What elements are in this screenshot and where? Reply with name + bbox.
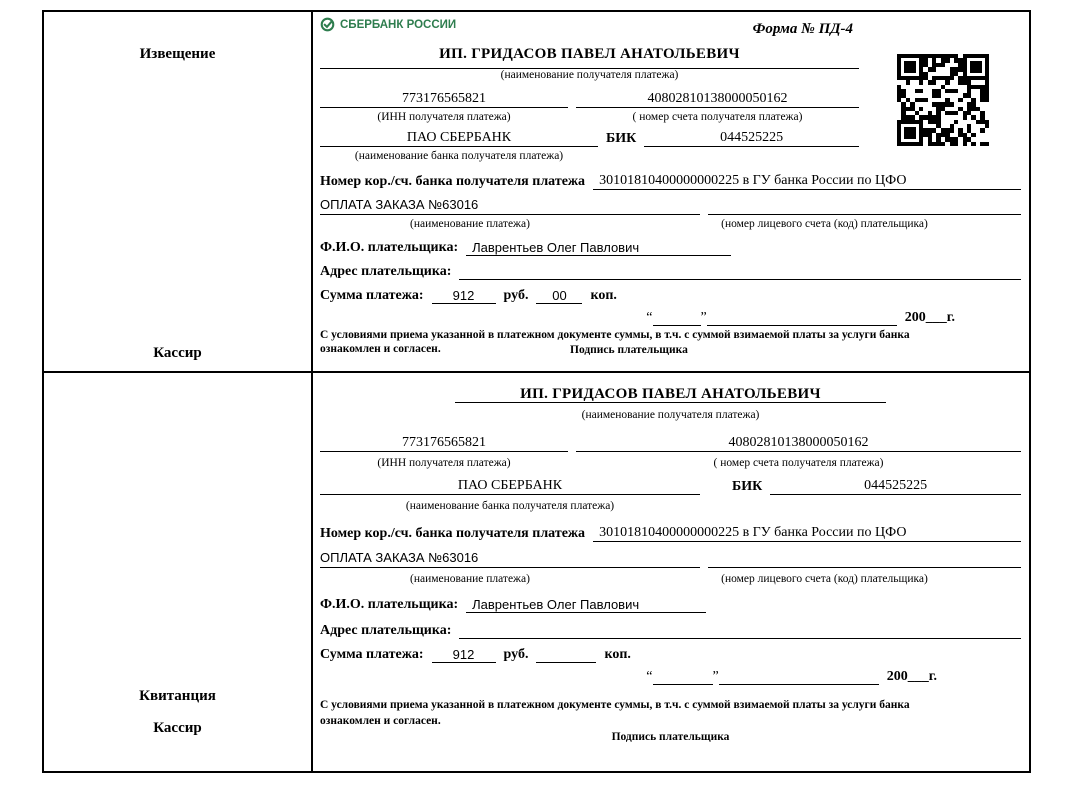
qr-finder-icon (897, 120, 923, 146)
recipient-name-row (320, 385, 1021, 409)
rub-label: руб. (503, 288, 529, 303)
date-close-quote: ” (712, 669, 719, 684)
amount-label: Сумма платежа: (320, 647, 424, 662)
inn-caption: (ИНН получателя платежа) (377, 111, 511, 123)
notice-narrow-block (320, 45, 859, 162)
payer-name-field: Лаврентьев Олег Павлович (466, 240, 731, 256)
purpose-caption: (наименование платежа) (410, 573, 530, 585)
account-field: 40802810138000050162 (576, 91, 859, 108)
amount-rub-field: 912 (432, 647, 496, 663)
payer-address-field (459, 279, 1021, 280)
notice-header-row (320, 15, 1021, 45)
agreement-line1: С условиями приема указанной в платежном документе суммы, в т.ч. с суммой взимаемой платы за услуги банка (320, 329, 910, 341)
payment-purpose-value: 63016 (442, 197, 479, 212)
payment-purpose-value: 63016 (442, 550, 479, 565)
date-month-field (719, 684, 879, 685)
receipt-left-cell (44, 373, 313, 771)
agreement-line2: ознакомлен и согласен. (320, 343, 441, 355)
amount-label: Сумма платежа: (320, 288, 424, 303)
agreement-line1: С условиями приема указанной в платежном документе суммы, в т.ч. с суммой взимаемой платы за услуги банка (320, 699, 910, 711)
notice-left-cell (44, 12, 313, 371)
rub-label: руб. (503, 647, 529, 662)
account-caption: ( номер счета получателя платежа) (632, 111, 803, 123)
form-number-label: Форма № ПД-4 (752, 21, 853, 37)
payer-signature-label: Подпись плательщика (611, 731, 730, 743)
date-open-quote: “ (646, 310, 653, 325)
payer-address-label: Адрес плательщика: (320, 623, 452, 638)
agreement-signature-row (320, 343, 1021, 360)
personal-account-caption: (номер лицевого счета (код) плательщика) (721, 573, 928, 585)
notice-title: Извещение (139, 46, 216, 62)
recipient-name-caption: (наименование получателя платежа) (500, 69, 679, 81)
date-close-quote: ” (700, 310, 707, 325)
receipt-cashier-label: Кассир (153, 720, 202, 736)
bik-field: 044525225 (770, 478, 1021, 495)
recipient-name: ИП. ГРИДАСОВ ПАВЕЛ АНАТОЛЬЕВИЧ (439, 46, 740, 62)
personal-account-caption: (номер лицевого счета (код) плательщика) (721, 218, 928, 230)
bank-name-caption: (наименование банка получателя платежа) (354, 150, 564, 162)
sberbank-logo (320, 17, 456, 32)
payer-name-field: Лаврентьев Олег Павлович (466, 597, 706, 613)
date-day-field (653, 684, 713, 685)
date-day-field (653, 325, 701, 326)
receipt-title: Квитанция (139, 688, 216, 704)
notice-cashier-label: Кассир (153, 345, 202, 361)
personal-account-field (708, 567, 1021, 568)
amount-rub-field: 912 (432, 288, 496, 304)
date-open-quote: “ (646, 669, 653, 684)
notice-section (44, 12, 1029, 373)
payer-address-label: Адрес плательщика: (320, 264, 452, 279)
receipt-content (313, 373, 1029, 771)
inn-field: 773176565821 (320, 91, 568, 108)
agreement-line2: ознакомлен и согласен. (320, 715, 441, 727)
bik-label: БИК (606, 131, 637, 146)
kop-label: коп. (590, 288, 617, 303)
inn-field: 773176565821 (320, 435, 568, 452)
recipient-name-caption: (наименование получателя платежа) (581, 409, 760, 421)
receipt-section (44, 373, 1029, 771)
date-month-field (707, 325, 897, 326)
amount-kop-field (536, 662, 596, 663)
bank-brand-text: СБЕРБАНК РОССИИ (340, 18, 457, 31)
sberbank-logo-icon (320, 17, 335, 32)
payer-name-label: Ф.И.О. плательщика: (320, 597, 459, 612)
payer-address-field (459, 638, 1021, 639)
amount-kop-field: 00 (536, 288, 582, 304)
personal-account-field (708, 214, 1021, 215)
bik-label: БИК (732, 479, 763, 494)
corr-account-label: Номер кор./сч. банка получателя платежа (320, 526, 586, 541)
payment-purpose-label: ОПЛАТА ЗАКАЗА № (320, 197, 443, 212)
account-field: 40802810138000050162 (576, 435, 1021, 452)
payment-purpose-label: ОПЛАТА ЗАКАЗА № (320, 550, 443, 565)
payer-signature-label: Подпись плательщика (570, 344, 688, 356)
payer-name-label: Ф.И.О. плательщика: (320, 240, 459, 255)
purpose-caption: (наименование платежа) (410, 218, 530, 230)
bik-field: 044525225 (644, 130, 859, 147)
recipient-name: ИП. ГРИДАСОВ ПАВЕЛ АНАТОЛЬЕВИЧ (455, 386, 886, 403)
qr-code (897, 54, 989, 146)
date-year-label: 200___г. (904, 310, 955, 325)
corr-account-label: Номер кор./сч. банка получателя платежа (320, 174, 586, 189)
qr-finder-icon (963, 54, 989, 80)
qr-finder-icon (897, 54, 923, 80)
account-caption: ( номер счета получателя платежа) (713, 457, 884, 469)
corr-account-field: 30101810400000000225 в ГУ банка России по ЦФО (593, 173, 1021, 190)
form-border (42, 10, 1031, 773)
inn-caption: (ИНН получателя платежа) (377, 457, 511, 469)
date-year-label: 200___г. (886, 669, 937, 684)
corr-account-field: 30101810400000000225 в ГУ банка России по ЦФО (593, 525, 1021, 542)
kop-label: коп. (604, 647, 631, 662)
bank-name-field: ПАО СБЕРБАНК (320, 130, 598, 147)
notice-content (313, 12, 1029, 371)
payment-purpose-field (320, 196, 700, 215)
recipient-name-row (320, 45, 859, 69)
bank-name-caption: (наименование банка получателя платежа) (405, 500, 615, 512)
payment-purpose-field (320, 549, 700, 568)
bank-name-field: ПАО СБЕРБАНК (320, 478, 700, 495)
